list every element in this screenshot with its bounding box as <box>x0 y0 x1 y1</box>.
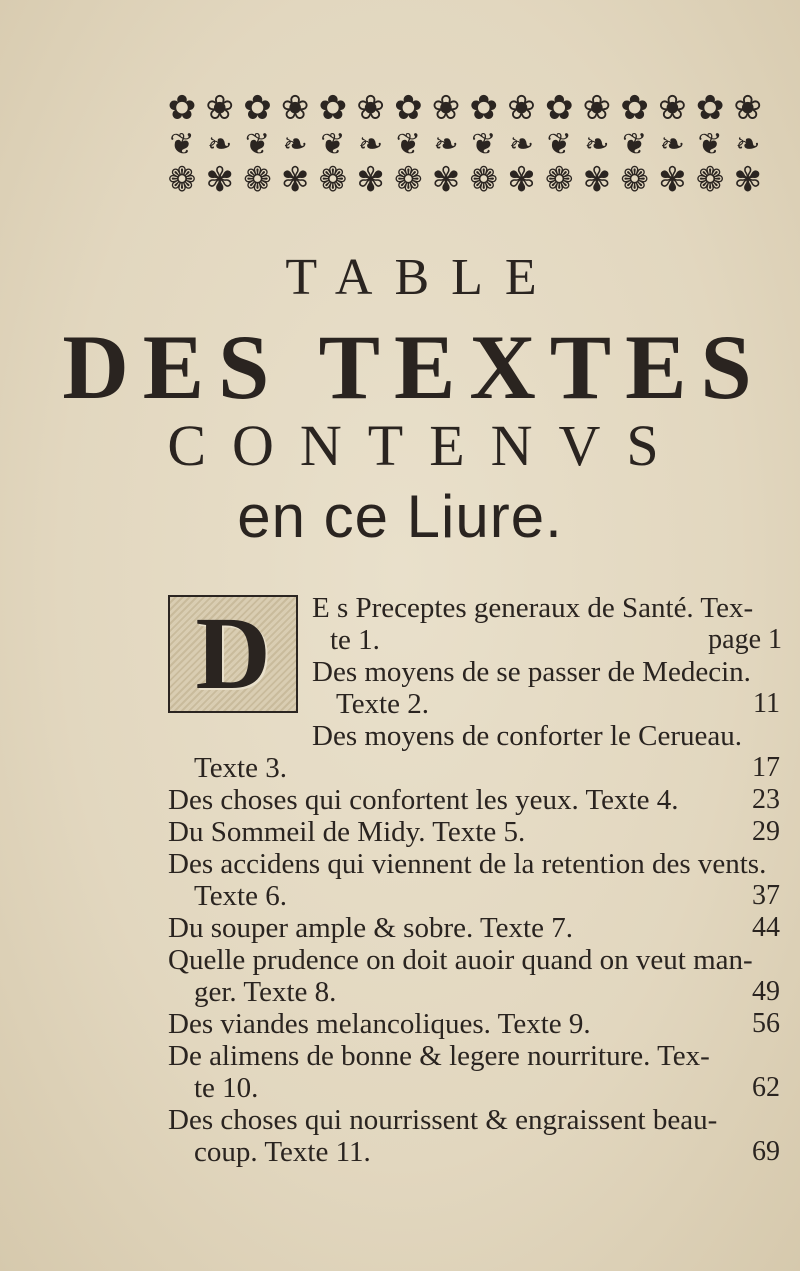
toc-line: Texte 3. <box>194 752 287 784</box>
toc-page-number: 23 <box>752 784 780 815</box>
title-des-textes: DES TEXTES <box>62 316 766 418</box>
toc-line: ger. Texte 8. <box>194 976 337 1008</box>
toc-page-number: 11 <box>753 688 780 719</box>
decorated-initial <box>168 595 298 713</box>
toc-line: Des choses qui confortent les yeux. Texte 4. <box>168 784 679 816</box>
title-table: TABLE <box>285 249 559 306</box>
fleuron-headpiece <box>165 92 765 200</box>
toc-line: Du Sommeil de Midy. Texte 5. <box>168 816 526 848</box>
toc-page-number: 56 <box>752 1008 780 1039</box>
toc-page-number: 17 <box>752 752 780 783</box>
toc-page-number: 44 <box>752 912 780 943</box>
toc-line: Des moyens de conforter le Cerueau. <box>312 720 743 752</box>
fleuron-row-top: ✿ ❀ ✿ ❀ ✿ ❀ ✿ ❀ ✿ ❀ ✿ ❀ ✿ ❀ ✿ ❀ <box>167 92 763 126</box>
toc-line: Du souper ample & sobre. Texte 7. <box>168 912 573 944</box>
toc-line: Quelle prudence on doit auoir quand on veut man- <box>168 944 753 976</box>
toc-line: te 1. <box>330 624 380 656</box>
initial-letter: D <box>195 596 271 711</box>
fleuron-row-middle: ❦ ❧ ❦ ❧ ❦ ❧ ❦ ❧ ❦ ❧ ❦ ❧ ❦ ❧ ❦ ❧ <box>169 128 761 161</box>
toc-line: Des accidens qui viennent de la retention des vents. <box>168 848 767 880</box>
toc-page-number: page 1 <box>708 624 782 655</box>
toc-line: Des viandes melancoliques. Texte 9. <box>168 1008 591 1040</box>
title-contenus: CONTENVS <box>167 413 685 478</box>
toc-page-number: 69 <box>752 1136 780 1167</box>
toc-line: Des moyens de se passer de Medecin. <box>312 656 751 688</box>
toc-line: coup. Texte 11. <box>194 1136 371 1168</box>
toc-line: E s Preceptes generaux de Santé. Tex- <box>312 592 754 624</box>
title-en-ce-liure: en ce Liure. <box>237 483 563 550</box>
fleuron-row-bottom: ❁ ✾ ❁ ✾ ❁ ✾ ❁ ✾ ❁ ✾ ❁ ✾ ❁ ✾ ❁ ✾ <box>167 164 763 198</box>
toc-line: Texte 2. <box>336 688 429 720</box>
toc-line: Texte 6. <box>194 880 287 912</box>
toc-line: te 10. <box>194 1072 259 1104</box>
toc-page-number: 37 <box>752 880 780 911</box>
toc-page-number: 62 <box>752 1072 780 1103</box>
toc-page-number: 49 <box>752 976 780 1007</box>
toc-line: Des choses qui nourrissent & engraissent beau- <box>168 1104 718 1136</box>
toc-page-number: 29 <box>752 816 780 847</box>
toc-line: De alimens de bonne & legere nourriture. Tex- <box>168 1040 710 1072</box>
